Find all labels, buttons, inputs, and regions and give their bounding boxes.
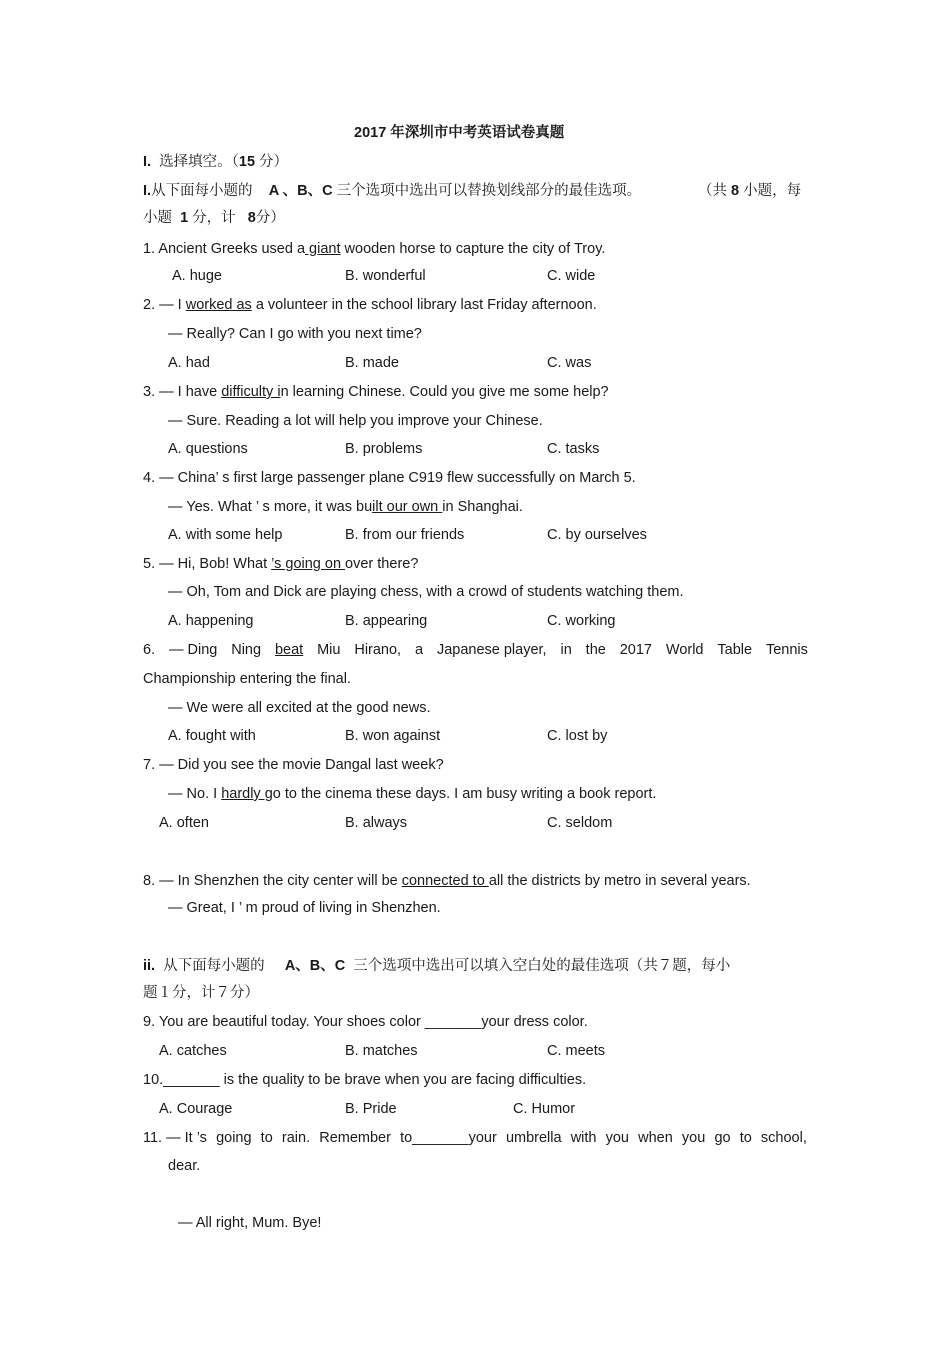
option-b: B. from our friends — [345, 527, 465, 543]
section-ii-instruction-line2: 题１分，计７分） — [143, 985, 259, 1001]
question-4-reply: — Yes. What ’ s more, it was built our own in Shanghai. — [168, 499, 523, 515]
option-b: B. wonderful — [345, 268, 426, 284]
option-b: B. appearing — [345, 613, 428, 629]
question-6-line2: Championship entering the final. — [143, 671, 351, 687]
question-5: 5. — Hi, Bob! What ’s going on over there? — [143, 556, 419, 572]
option-a: A. happening — [168, 613, 254, 629]
option-b: B. Pride — [345, 1101, 397, 1117]
question-7: 7. — Did you see the movie Dangal last week? — [143, 757, 444, 773]
question-3: 3. — I have difficulty in learning Chinese. Could you give me some help? — [143, 384, 609, 400]
option-c: C. meets — [547, 1043, 606, 1059]
section-heading: I. 选择填空。（15 分） — [143, 154, 289, 170]
question-11: 11. — It ’s going to rain. Remember to_______your umbrella with you when you go to school, — [143, 1130, 807, 1146]
option-b: B. made — [345, 355, 399, 371]
option-c: C. by ourselves — [547, 527, 647, 543]
question-3-reply: — Sure. Reading a lot will help you improve your Chinese. — [168, 413, 543, 429]
part-instruction: I.从下面每小题的 A 、B、C 三个选项中选出可以替换划线部分的最佳选项。 （共 8 小题，每 — [143, 183, 802, 199]
option-c: C. was — [547, 355, 592, 371]
part-instruction-line2: 小题 1 分，计 8分） — [143, 210, 285, 226]
question-1: 1. Ancient Greeks used a giant wooden horse to capture the city of Troy. — [143, 241, 606, 257]
question-7-reply: — No. I hardly go to the cinema these days. I am busy writing a book report. — [168, 786, 657, 802]
option-b: B. always — [345, 815, 408, 831]
question-4: 4. — China’ s first large passenger plane C919 flew successfully on March 5. — [143, 470, 636, 486]
question-2-reply: — Really? Can I go with you next time? — [168, 326, 422, 342]
option-a: A. questions — [168, 441, 248, 457]
option-a: A. fought with — [168, 728, 256, 744]
section-ii-instruction: ii. 从下面每小题的 A、B、C 三个选项中选出可以填入空白处的最佳选项（共７题，每小 — [143, 958, 731, 974]
question-5-reply: — Oh, Tom and Dick are playing chess, with a crowd of students watching them. — [168, 584, 684, 600]
question-10: 10._______ is the quality to be brave when you are facing difficulties. — [143, 1072, 587, 1088]
option-c: C. seldom — [547, 815, 613, 831]
option-c: C. lost by — [547, 728, 608, 744]
question-11-reply: — All right, Mum. Bye! — [178, 1215, 322, 1231]
question-6-reply: — We were all excited at the good news. — [168, 700, 431, 716]
question-8-reply: — Great, I ’ m proud of living in Shenzhen. — [168, 900, 441, 916]
option-b: B. problems — [345, 441, 423, 457]
option-a: A. catches — [159, 1043, 227, 1059]
answer-blank[interactable]: _______ — [424, 1014, 482, 1030]
option-a: A. often — [159, 815, 209, 831]
question-11-line2: dear. — [168, 1158, 201, 1174]
question-8: 8. — In Shenzhen the city center will be connected to all the districts by metro in several years. — [143, 873, 751, 889]
option-c: C. tasks — [547, 441, 600, 457]
option-a: A. with some help — [168, 527, 283, 543]
question-6: 6. — Ding Ning beat Miu Hirano, a Japanese player, in the 2017 World Table Tennis — [143, 642, 808, 658]
page-title: 2017 年深圳市中考英语试卷真题 — [354, 125, 565, 141]
option-b: B. matches — [345, 1043, 418, 1059]
answer-blank[interactable]: _______ — [163, 1072, 220, 1088]
option-c: C. Humor — [513, 1101, 576, 1117]
question-9: 9. You are beautiful today. Your shoes color _______your dress color. — [143, 1014, 588, 1030]
question-2: 2. — I worked as a volunteer in the school library last Friday afternoon. — [143, 297, 597, 313]
option-a: A. had — [168, 355, 210, 371]
option-a: A. huge — [172, 268, 222, 284]
option-a: A. Courage — [159, 1101, 233, 1117]
option-b: B. won against — [345, 728, 441, 744]
option-c: C. working — [547, 613, 616, 629]
option-c: C. wide — [547, 268, 596, 284]
